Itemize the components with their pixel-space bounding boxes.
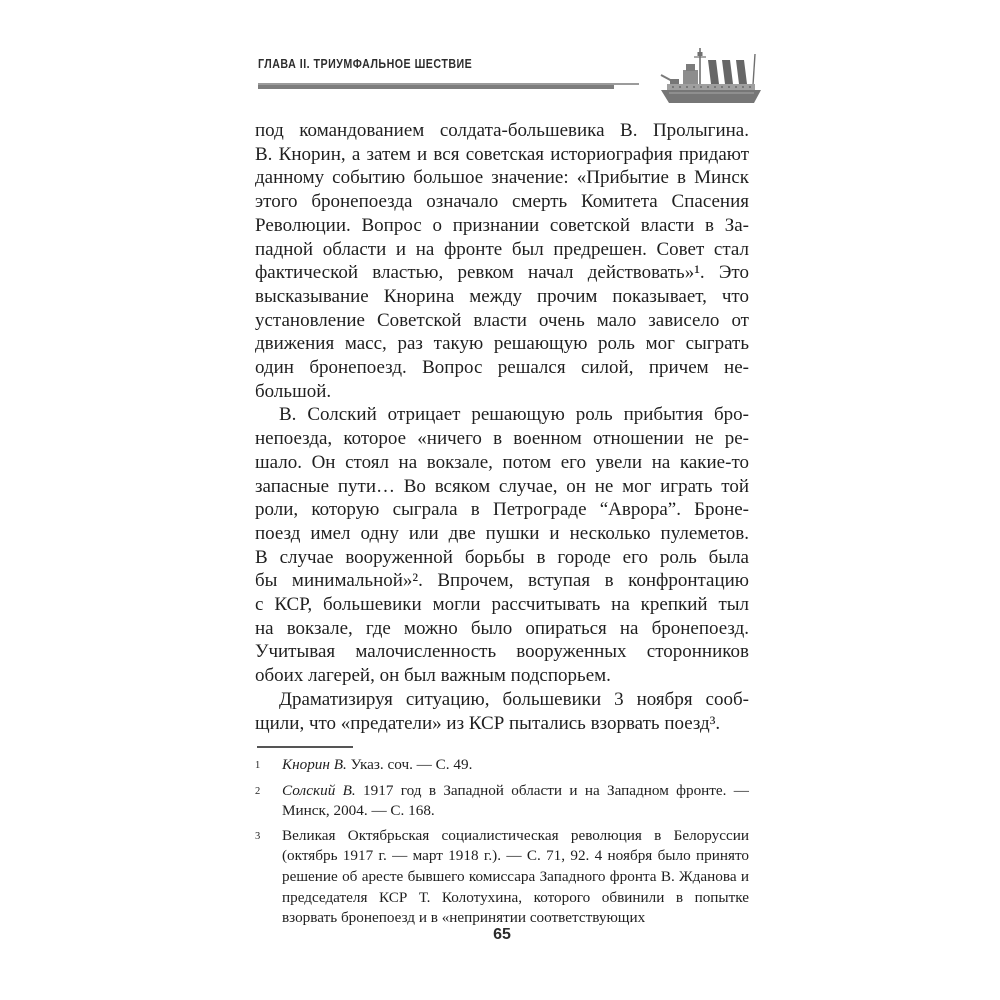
text-line: роли, которую сыграла в Петрограде “Аврора”. Броне- — [255, 499, 749, 521]
text-line: обоих лагерей, он был важным подспорьем. — [255, 665, 611, 687]
text-line: Революции. Вопрос о признании советской власти в За- — [255, 214, 749, 236]
footnote-author: Солский В. — [282, 781, 356, 799]
text-line: установление Советской власти очень мало зависело от — [255, 309, 749, 331]
footnote-text — [282, 781, 749, 822]
footnote-separator — [257, 746, 353, 748]
text-line: непоезда, которое «ничего в военном отношении не ре- — [255, 428, 749, 450]
chapter-rule-thick — [258, 85, 614, 89]
body-text — [255, 119, 749, 735]
footnote-number: 3 — [255, 830, 261, 842]
footnote-number: 1 — [255, 760, 261, 771]
footnote — [255, 781, 749, 822]
page-number: 65 — [493, 926, 511, 943]
text-line: под командованием солдата-большевика В. Пролыгина. — [255, 120, 749, 141]
footnotes — [255, 755, 749, 933]
footnote-body: Великая Октябрьская социалистическая революция в Белоруссии (октябрь 1917 г. — март 1918 г.). — С. 71, 92. 4 ноября было принято решение об аресте бывшего комиссара Западного фронта В. Жданова и председателя КСР Т. Колотухина, которого обвинили в попытке взорвать бронепоезд и в «непринятии соответствующих — [282, 826, 749, 927]
text-line: падной области и на фронте был предрешен. Совет стал — [255, 238, 749, 260]
text-line: щили, что «предатели» из КСР пытались взорвать поезд³. — [255, 712, 721, 734]
footnote — [255, 826, 749, 929]
warship-icon — [656, 44, 766, 110]
text-line: запасные пути… Во всяком случае, он не мог играть той — [255, 475, 749, 497]
footnote-body: Указ. соч. — С. 49. — [350, 756, 473, 773]
chapter-header: ГЛАВА II. ТРИУМФАЛЬНОЕ ШЕСТВИЕ — [258, 56, 473, 71]
text-line: этого бронепоезда означало смерть Комитета Спасения — [255, 191, 749, 213]
text-line: В. Кнорин, а затем и вся советская историография придают — [255, 143, 749, 165]
text-line: Учитывая малочисленность вооруженных сторонников — [255, 641, 749, 663]
text-line: большой. — [255, 380, 332, 402]
footnote-text — [282, 755, 749, 777]
text-line: шало. Он стоял на вокзале, потом его увели на какие-то — [255, 451, 749, 473]
text-line: движения масс, раз такую решающую роль мог сыграть — [255, 333, 749, 355]
footnote-number: 2 — [255, 785, 261, 797]
text-line: высказывание Кнорина между прочим показывает, что — [255, 285, 749, 307]
footnote-body: 1917 год в Западной области и на Западном фронте. — Минск, 2004. — С. 168. — [282, 781, 749, 820]
text-line: бы минимальной»². Впрочем, вступая в конфронтацию — [255, 570, 749, 592]
text-line: Драматизируя ситуацию, большевики 3 ноября сооб- — [279, 688, 749, 710]
text-line: на вокзале, где можно было опираться на бронепоезд. — [255, 617, 749, 639]
footnote — [255, 755, 749, 777]
text-line: с КСР, большевики могли рассчитывать на крепкий тыл — [255, 594, 749, 616]
text-line: один бронепоезд. Вопрос решался силой, причем не- — [255, 357, 749, 379]
footnote-author: Кнорин В. — [282, 756, 347, 773]
text-line: В. Солский отрицает решающую роль прибытия бро- — [279, 404, 749, 426]
chapter-rule — [258, 83, 639, 91]
text-line: фактической властью, ревком начал действовать»¹. Это — [255, 262, 749, 284]
text-line: данному событию большое значение: «Прибытие в Минск — [255, 167, 749, 189]
footnote-text — [282, 826, 749, 929]
text-line: В случае вооруженной борьбы в городе его роль была — [255, 546, 749, 568]
text-line: поезд имел одну или две пушки и несколько пулеметов. — [255, 522, 749, 544]
